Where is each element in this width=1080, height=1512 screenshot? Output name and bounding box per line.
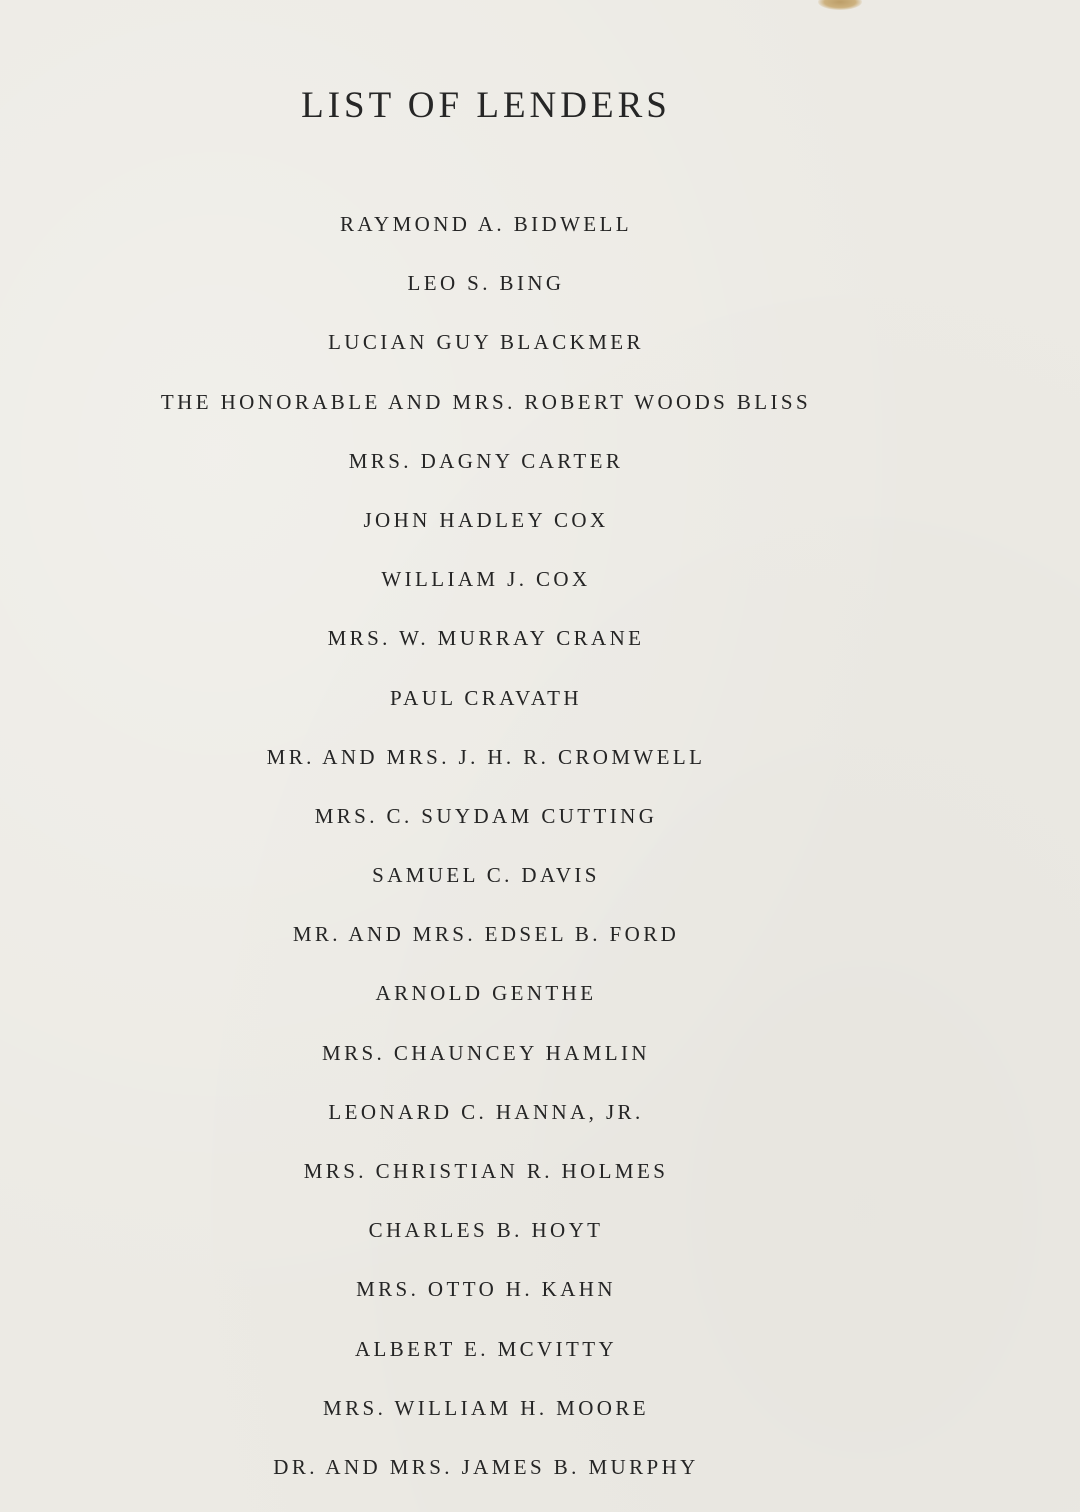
lender-name: MRS. DAGNY CARTER	[348, 448, 624, 473]
lender-name: MRS. C. SUYDAM CUTTING	[314, 803, 658, 828]
lender-name: MRS. W. MURRAY CRANE	[327, 626, 645, 651]
lender-name: SAMUEL C. DAVIS	[372, 863, 600, 888]
lender-name: ALBERT E. MCVITTY	[354, 1336, 618, 1361]
lender-name: MRS. OTTO H. KAHN	[356, 1277, 616, 1302]
lender-name: THE HONORABLE AND MRS. ROBERT WOODS BLISS	[160, 389, 812, 414]
lenders-list	[0, 204, 972, 1506]
lender-name: CHARLES B. HOYT	[368, 1218, 604, 1243]
lender-name: MRS. WILLIAM H. MOORE	[323, 1395, 649, 1420]
lender-name: MRS. CHAUNCEY HAMLIN	[322, 1040, 650, 1065]
lender-name: ARNOLD GENTHE	[375, 981, 597, 1006]
lender-name: MR. AND MRS. J. H. R. CROMWELL	[266, 744, 706, 769]
page-title: LIST OF LENDERS	[301, 85, 671, 126]
lender-name: MRS. CHRISTIAN R. HOLMES	[303, 1159, 669, 1183]
lender-name: DR. AND MRS. JAMES B. MURPHY	[273, 1454, 699, 1479]
lender-name: WILLIAM J. COX	[381, 567, 591, 592]
lender-name: LEONARD C. HANNA, JR.	[328, 1099, 644, 1124]
paper-stain	[818, 0, 862, 10]
lender-name: PAUL CRAVATH	[390, 685, 582, 710]
lender-name: MR. AND MRS. EDSEL B. FORD	[292, 922, 680, 947]
lender-name: LEO S. BING	[407, 271, 565, 296]
lender-name: JOHN HADLEY COX	[363, 507, 609, 532]
lender-name: LUCIAN GUY BLACKMER	[328, 330, 644, 355]
lender-name: RAYMOND A. BIDWELL	[339, 212, 632, 236]
